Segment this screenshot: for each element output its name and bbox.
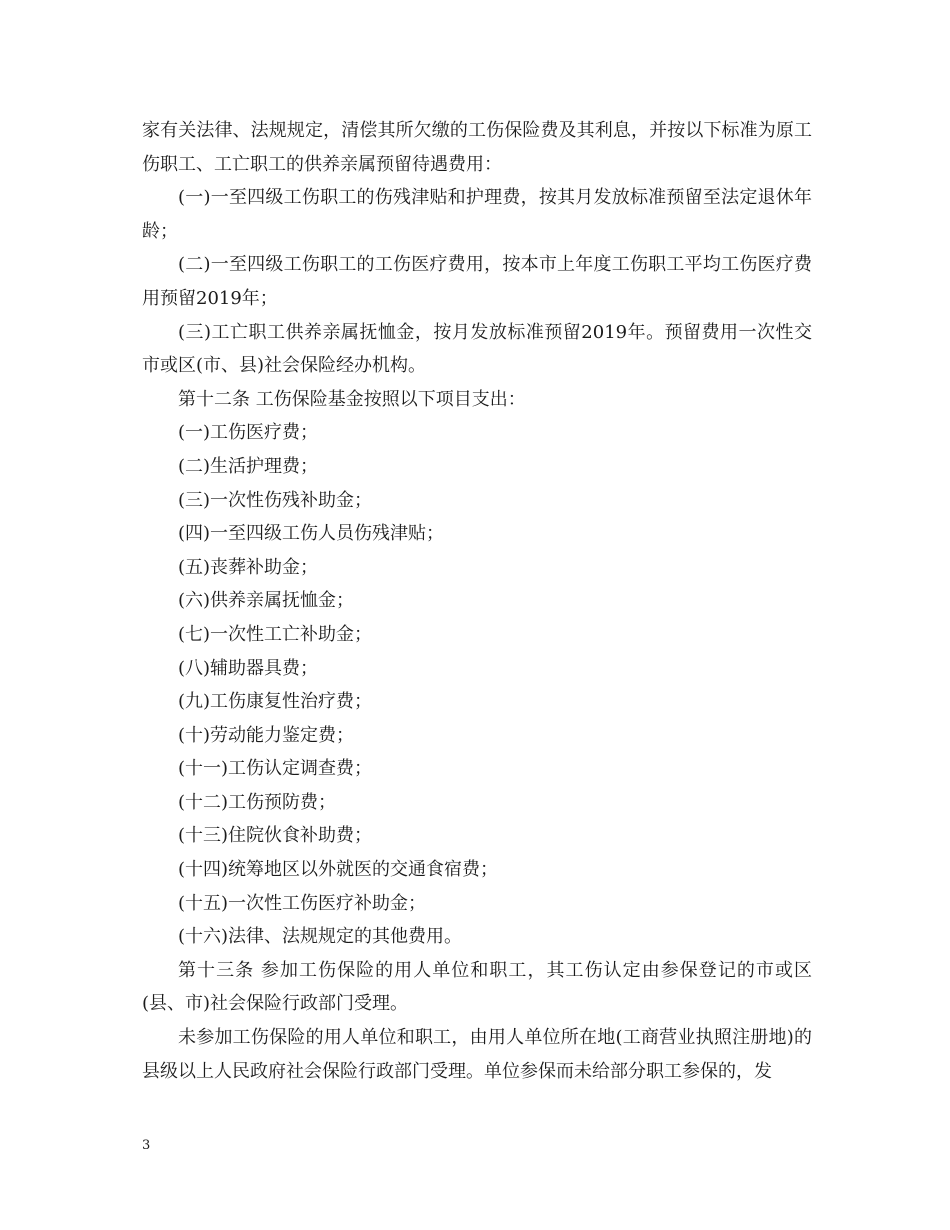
paragraph: 家有关法律、法规规定，清偿其所欠缴的工伤保险费及其利息，并按以下标准为原工伤职工、工亡职工的供养亲属预留待遇费用： — [142, 120, 812, 175]
list-item: (十四)统筹地区以外就医的交通食宿费； — [178, 859, 499, 881]
article-heading: 第十三条 参加工伤保险的用人单位和职工，其工伤认定由参保登记的市或区(县、市)社会保险行政部门受理。 — [142, 959, 812, 1015]
document-body — [142, 114, 812, 1088]
list-item: (四)一至四级工伤人员伤残津贴； — [178, 523, 445, 545]
list-item: (二)生活护理费； — [178, 455, 319, 477]
paragraph: 未参加工伤保险的用人单位和职工，由用人单位所在地(工商营业执照注册地)的县级以上人民政府社会保险行政部门受理。单位参保而未给部分职工参保的，发 — [142, 1027, 812, 1082]
list-item: (三)一次性伤残补助金； — [178, 489, 373, 511]
paragraph: (二)一至四级工伤职工的工伤医疗费用，按本市上年度工伤职工平均工伤医疗费用预留2019年； — [142, 254, 812, 309]
list-item: (十二)工伤预防费； — [178, 791, 337, 813]
paragraph: (三)工亡职工供养亲属抚恤金，按月发放标准预留2019年。预留费用一次性交市或区(市、县)社会保险经办机构。 — [142, 321, 812, 377]
article-heading: 第十二条 工伤保险基金按照以下项目支出： — [178, 388, 526, 410]
list-item: (七)一次性工亡补助金； — [178, 623, 373, 645]
paragraph: (一)一至四级工伤职工的伤残津贴和护理费，按其月发放标准预留至法定退休年龄； — [142, 187, 812, 242]
list-item: (十三)住院伙食补助费； — [178, 825, 373, 847]
page-number: 3 — [142, 1138, 151, 1153]
list-item: (十六)法律、法规规定的其他费用。 — [178, 926, 463, 948]
list-item: (一)工伤医疗费； — [178, 422, 319, 444]
list-item: (五)丧葬补助金； — [178, 556, 319, 578]
list-item: (九)工伤康复性治疗费； — [178, 691, 373, 713]
list-item: (十)劳动能力鉴定费； — [178, 724, 355, 746]
list-item: (十五)一次性工伤医疗补助金； — [178, 892, 427, 914]
list-item: (六)供养亲属抚恤金； — [178, 590, 355, 612]
list-item: (八)辅助器具费； — [178, 657, 319, 679]
list-item: (十一)工伤认定调查费； — [178, 758, 373, 780]
